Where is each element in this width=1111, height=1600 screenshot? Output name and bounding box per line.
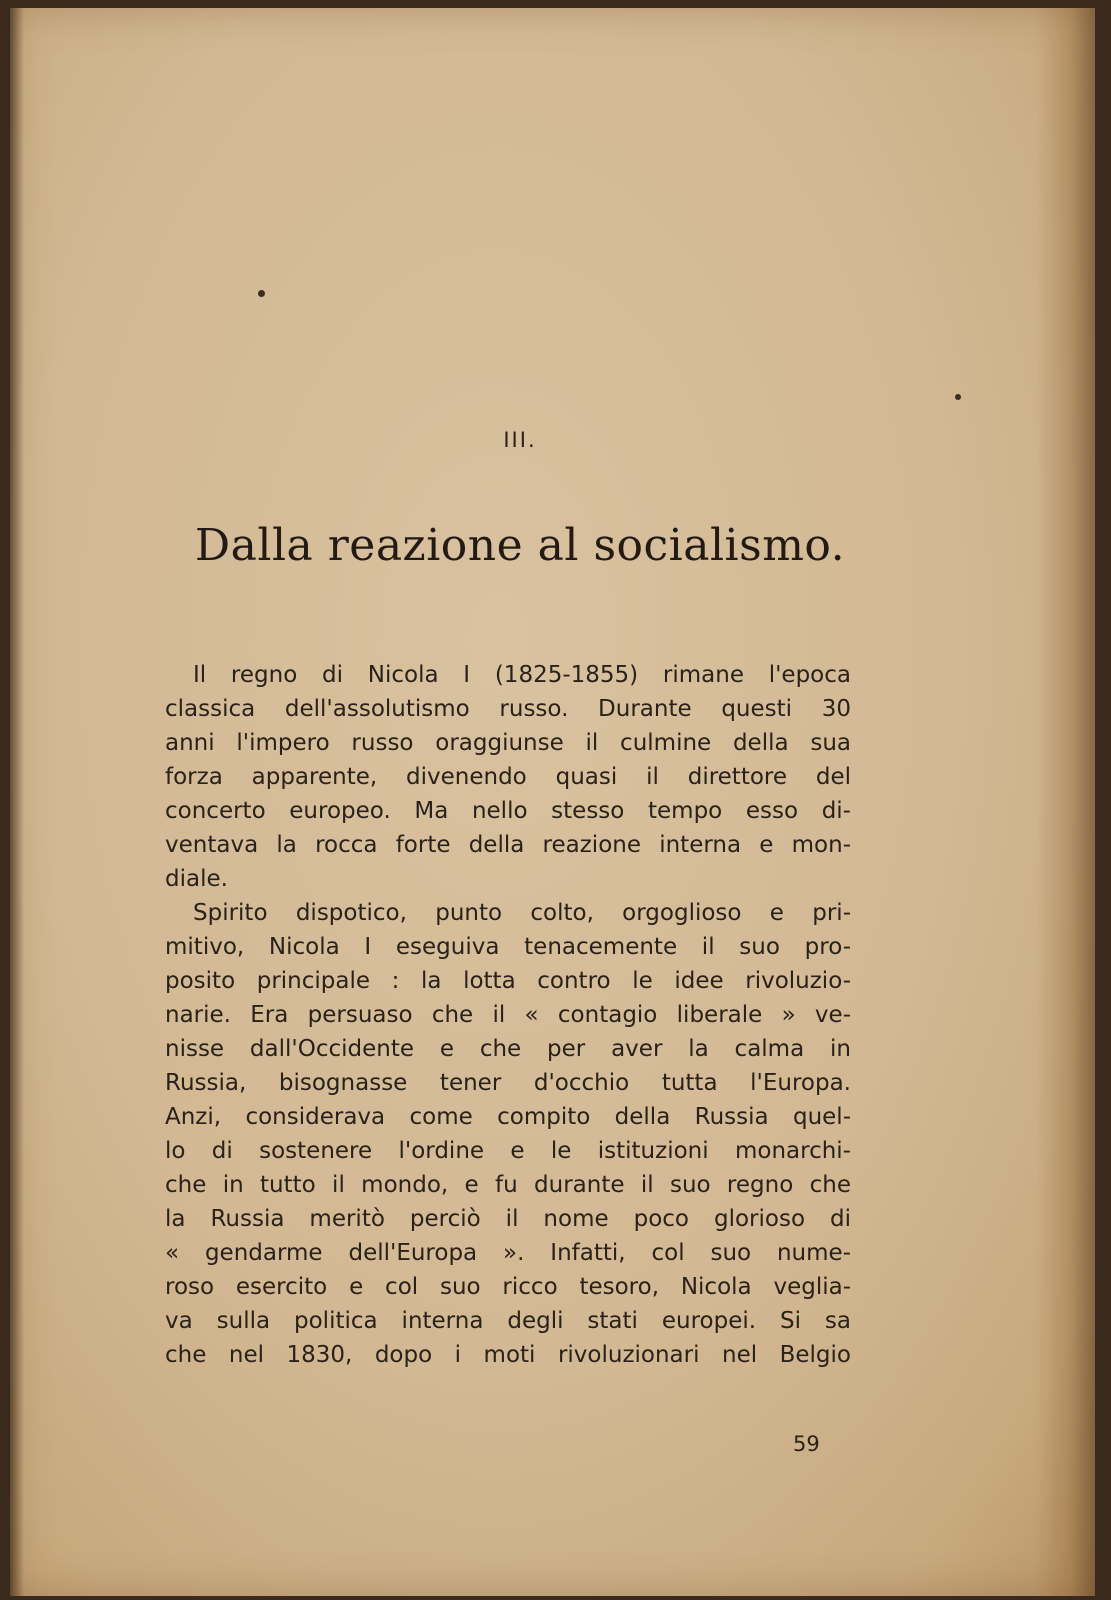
text-line: concerto europeo. Ma nello stesso tempo esso di- [165, 798, 851, 824]
page-number: 59 [793, 1432, 820, 1456]
text-line: che in tutto il mondo, e fu durante il suo regno che [165, 1172, 851, 1198]
chapter-title: Dalla reazione al socialismo. [194, 520, 846, 571]
text-line: roso esercito e col suo ricco tesoro, Nicola veglia- [165, 1274, 851, 1300]
ink-speck [258, 290, 265, 297]
paragraph-1 [165, 658, 851, 896]
text-line: diale. [165, 866, 228, 892]
text-line: ventava la rocca forte della reazione interna e mon- [165, 832, 851, 858]
text-line: classica dell'assolutismo russo. Durante questi 30 [165, 696, 851, 722]
page-edge-shadow [1035, 8, 1095, 1596]
text-line: Spirito dispotico, punto colto, orgoglioso e pri- [193, 900, 851, 926]
book-page [10, 8, 1095, 1596]
page-spine-shadow [10, 8, 24, 1596]
text-line: va sulla politica interna degli stati europei. Si sa [165, 1308, 851, 1334]
text-line: posito principale : la lotta contro le idee rivoluzio- [165, 968, 851, 994]
text-line: Russia, bisognasse tener d'occhio tutta l'Europa. [165, 1070, 851, 1096]
ink-speck [955, 394, 961, 400]
text-line: Il regno di Nicola I (1825-1855) rimane l'epoca [193, 662, 851, 688]
chapter-number: III. [503, 428, 537, 452]
text-line: « gendarme dell'Europa ». Infatti, col suo nume- [165, 1240, 851, 1266]
text-line: che nel 1830, dopo i moti rivoluzionari nel Belgio [165, 1342, 851, 1368]
text-line: anni l'impero russo oraggiunse il culmine della sua [165, 730, 851, 756]
text-line: mitivo, Nicola I eseguiva tenacemente il suo pro- [165, 934, 851, 960]
text-line: Anzi, considerava come compito della Russia quel- [165, 1104, 851, 1130]
paragraph-2 [165, 896, 851, 1372]
text-line: nisse dall'Occidente e che per aver la calma in [165, 1036, 851, 1062]
text-line: lo di sostenere l'ordine e le istituzioni monarchi- [165, 1138, 851, 1164]
text-line: forza apparente, divenendo quasi il direttore del [165, 764, 851, 790]
body-text [165, 658, 851, 1372]
text-line: la Russia meritò perciò il nome poco glorioso di [165, 1206, 851, 1232]
text-line: narie. Era persuaso che il « contagio liberale » ve- [165, 1002, 851, 1028]
